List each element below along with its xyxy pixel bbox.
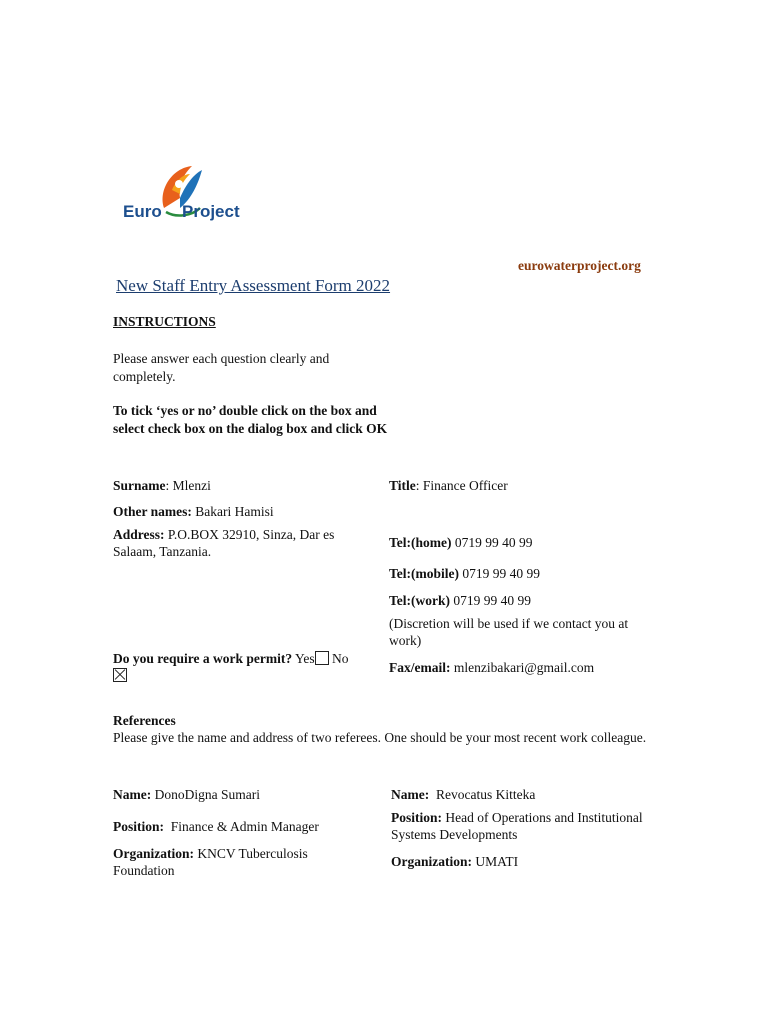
referee-2-name (391, 786, 535, 803)
tel-home-value[interactable]: 0719 99 40 99 (454, 535, 533, 550)
surname-label: Surname (113, 478, 166, 493)
page-title: New Staff Entry Assessment Form 2022 (116, 276, 391, 295)
position-label: Position: (113, 819, 165, 834)
position-label: Position: (391, 810, 443, 825)
fax-email-value[interactable]: mlenzibakari@gmail.com (453, 660, 595, 675)
title-field: Title: Finance Officer (389, 478, 508, 493)
other-names-value[interactable]: Bakari Hamisi (195, 504, 274, 519)
tel-work-value[interactable]: 0719 99 40 99 (453, 593, 531, 608)
euro-project-logo (120, 160, 260, 230)
referee-2-position-value[interactable]: Head of Operations and Institutional Systems Developments (391, 810, 643, 842)
referee-1-position (113, 818, 319, 835)
discretion-note: (Discretion will be used if we contact you at work) (389, 616, 629, 648)
referee-2-organization (391, 853, 518, 870)
fax-email-label: Fax/email: (389, 660, 451, 675)
no-checkbox[interactable] (113, 668, 127, 682)
instructions-heading: INSTRUCTIONS (113, 314, 216, 329)
references-heading: References (113, 713, 176, 728)
surname-value[interactable]: Mlenzi (172, 478, 211, 493)
name-label: Name: (391, 787, 430, 802)
surname-field: Surname: Mlenzi (113, 478, 211, 493)
tel-home-label: Tel:(home) (389, 535, 452, 550)
other-names-label: Other names: (113, 504, 192, 519)
organization-label: Organization: (113, 846, 194, 861)
fax-email-field (389, 659, 594, 676)
referee-2-organization-value[interactable]: UMATI (475, 854, 519, 869)
logo-word-euro: Euro (123, 202, 162, 221)
name-label: Name: (113, 787, 152, 802)
logo-word-project: Project (182, 202, 240, 221)
referee-1-position-value[interactable]: Finance & Admin Manager (170, 819, 319, 834)
tel-work-label: Tel:(work) (389, 593, 450, 608)
tel-mobile-value[interactable]: 0719 99 40 99 (462, 566, 540, 581)
references-intro: Please give the name and address of two referees. One should be your most recent work colleague. (113, 730, 647, 745)
tel-home-field (389, 534, 533, 551)
title-label: Title (389, 478, 416, 493)
organization-label: Organization: (391, 854, 472, 869)
work-permit-field (113, 650, 383, 684)
website-link[interactable]: eurowaterproject.org (518, 258, 641, 273)
tel-mobile-label: Tel:(mobile) (389, 566, 459, 581)
referee-2-position (391, 809, 651, 843)
instructions-tick-note: To tick ‘yes or no’ double click on the box and select check box on the dialog box and click OK (113, 403, 388, 436)
referee-1-name-value[interactable]: DonoDigna Sumari (154, 787, 260, 802)
work-permit-label: Do you require a work permit? (113, 651, 293, 666)
referee-1-organization-value[interactable]: KNCV Tuberculosis Foundation (113, 846, 308, 878)
yes-checkbox[interactable] (315, 651, 329, 665)
other-names-field (113, 503, 274, 520)
no-label: No (332, 651, 349, 666)
address-field (113, 526, 373, 560)
address-value[interactable]: P.O.BOX 32910, Sinza, Dar es Salaam, Tanzania. (113, 527, 335, 559)
tel-mobile-field (389, 565, 540, 582)
referee-1-organization (113, 845, 368, 879)
tel-work-field (389, 592, 531, 609)
yes-label: Yes (295, 651, 315, 666)
address-label: Address: (113, 527, 165, 542)
referee-2-name-value[interactable]: Revocatus Kitteka (435, 787, 536, 802)
instructions-text: Please answer each question clearly and completely. (113, 351, 330, 384)
referee-1-name (113, 786, 260, 803)
title-value[interactable]: Finance Officer (422, 478, 508, 493)
